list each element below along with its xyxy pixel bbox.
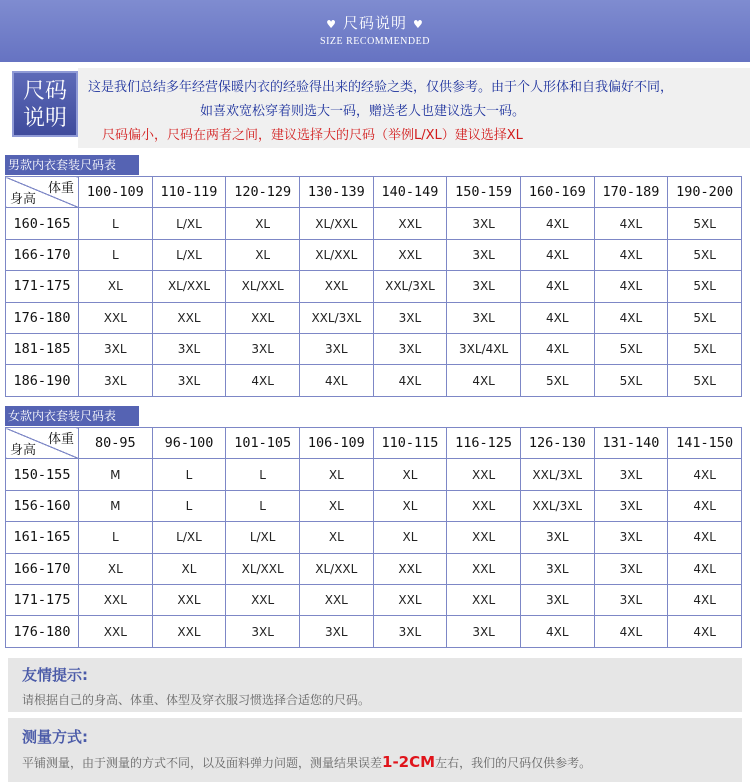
size-cell: 3XL	[594, 584, 668, 615]
size-cell: 3XL	[594, 522, 668, 553]
size-cell: 5XL	[520, 365, 594, 396]
size-cell: 4XL	[520, 333, 594, 364]
size-cell: XL	[373, 490, 447, 521]
size-cell: XXL	[373, 553, 447, 584]
tips-text: 请根据自己的身高、体重、体型及穿衣服习惯选择合适您的尺码。	[22, 693, 371, 707]
size-cell: XL/XXL	[226, 271, 300, 302]
size-cell: XXL	[152, 616, 226, 647]
height-row-label: 150-155	[6, 459, 79, 490]
size-cell: 4XL	[594, 616, 668, 647]
size-cell: 4XL	[520, 616, 594, 647]
size-cell: L	[226, 490, 300, 521]
table-header-row	[6, 177, 742, 208]
height-row-label: 181-185	[6, 333, 79, 364]
size-cell: 5XL	[594, 333, 668, 364]
size-cell: L	[79, 208, 153, 239]
size-cell: M	[79, 490, 153, 521]
weight-column-header: 141-150	[668, 428, 742, 459]
size-cell: M	[79, 459, 153, 490]
table-row	[6, 490, 742, 521]
size-cell: L/XL	[226, 522, 300, 553]
size-cell: 4XL	[594, 271, 668, 302]
size-cell: 4XL	[520, 271, 594, 302]
size-cell: 4XL	[668, 553, 742, 584]
size-cell: L	[79, 522, 153, 553]
size-cell: XL	[226, 239, 300, 270]
size-cell: 3XL	[447, 616, 521, 647]
height-row-label: 166-170	[6, 239, 79, 270]
size-cell: 3XL	[520, 584, 594, 615]
size-badge	[12, 71, 78, 137]
size-cell: 4XL	[668, 584, 742, 615]
weight-column-header: 170-189	[594, 177, 668, 208]
size-cell: 4XL	[520, 302, 594, 333]
size-cell: XL	[79, 553, 153, 584]
size-cell: XXL	[299, 271, 373, 302]
measure-text-before: 平铺测量，由于测量的方式不同，以及面料弹力问题，测量结果误差	[22, 756, 383, 770]
size-cell: XL	[79, 271, 153, 302]
size-cell: 5XL	[668, 208, 742, 239]
height-row-label: 161-165	[6, 522, 79, 553]
size-cell: XL/XXL	[226, 553, 300, 584]
size-cell: 4XL	[520, 208, 594, 239]
size-cell: XL/XXL	[299, 208, 373, 239]
size-cell: XXL	[226, 584, 300, 615]
size-cell: XL	[299, 459, 373, 490]
weight-column-header: 100-109	[79, 177, 153, 208]
size-cell: XXL	[373, 208, 447, 239]
size-cell: L/XL	[152, 239, 226, 270]
size-cell: L	[152, 490, 226, 521]
size-cell: XL	[373, 522, 447, 553]
table-row	[6, 584, 742, 615]
size-cell: 3XL	[226, 616, 300, 647]
header-title-row	[0, 12, 750, 33]
height-row-label: 166-170	[6, 553, 79, 584]
heart-icon: ♥	[326, 18, 337, 31]
size-cell: 3XL	[226, 333, 300, 364]
heart-icon: ♥	[413, 18, 424, 31]
table-row	[6, 239, 742, 270]
weight-axis-label: 体重	[47, 181, 74, 196]
weight-column-header: 80-95	[79, 428, 153, 459]
size-cell: 5XL	[668, 365, 742, 396]
size-cell: XXL	[373, 239, 447, 270]
header-title: 尺码说明	[342, 14, 407, 32]
size-cell: XXL	[447, 584, 521, 615]
height-axis-label: 身高	[10, 443, 37, 459]
weight-axis-label: 体重	[47, 432, 74, 447]
measure-panel	[8, 718, 742, 782]
size-cell: 3XL	[447, 239, 521, 270]
size-cell: 4XL	[594, 239, 668, 270]
size-cell: 4XL	[668, 522, 742, 553]
size-cell: 3XL	[373, 302, 447, 333]
weight-column-header: 110-115	[373, 428, 447, 459]
height-row-label: 160-165	[6, 208, 79, 239]
size-cell: XXL	[152, 584, 226, 615]
weight-column-header: 106-109	[299, 428, 373, 459]
header-subtitle: SIZE RECOMMENDED	[320, 36, 430, 47]
weight-column-header: 110-119	[152, 177, 226, 208]
height-row-label: 156-160	[6, 490, 79, 521]
table-row	[6, 459, 742, 490]
size-cell: 3XL	[152, 365, 226, 396]
size-cell: 5XL	[668, 302, 742, 333]
size-cell: L/XL	[152, 522, 226, 553]
size-cell: 5XL	[668, 333, 742, 364]
weight-column-header: 116-125	[447, 428, 521, 459]
weight-column-header: 131-140	[594, 428, 668, 459]
size-cell: XXL	[152, 302, 226, 333]
size-cell: 4XL	[226, 365, 300, 396]
table-corner-cell	[6, 428, 79, 459]
size-cell: 3XL	[299, 616, 373, 647]
size-badge-line1: 尺码	[22, 79, 67, 104]
size-cell: L/XL	[152, 208, 226, 239]
size-cell: XL	[226, 208, 300, 239]
size-cell: XL	[373, 459, 447, 490]
weight-column-header: 130-139	[299, 177, 373, 208]
size-cell: L	[79, 239, 153, 270]
height-row-label: 176-180	[6, 616, 79, 647]
size-cell: XXL/3XL	[373, 271, 447, 302]
size-cell: XXL	[226, 302, 300, 333]
size-cell: 3XL	[152, 333, 226, 364]
size-cell: 3XL	[79, 333, 153, 364]
size-cell: 3XL/4XL	[447, 333, 521, 364]
tips-title: 友情提示:	[22, 666, 88, 684]
size-cell: XXL	[79, 302, 153, 333]
size-cell: XXL	[447, 522, 521, 553]
weight-column-header: 140-149	[373, 177, 447, 208]
weight-column-header: 190-200	[668, 177, 742, 208]
header-banner	[0, 0, 750, 62]
table-row	[6, 616, 742, 647]
weight-column-header: 160-169	[520, 177, 594, 208]
table-row	[6, 553, 742, 584]
weight-column-header: 101-105	[226, 428, 300, 459]
measure-text-after: 左右，我们的尺码仅供参考。	[435, 756, 592, 770]
size-cell: 4XL	[447, 365, 521, 396]
size-cell: 5XL	[594, 365, 668, 396]
size-cell: XXL	[79, 616, 153, 647]
size-cell: 4XL	[594, 208, 668, 239]
intro-line-2: 如喜欢宽松穿着则选大一码，赠送老人也建议选大一码。	[200, 104, 526, 119]
size-cell: 3XL	[447, 302, 521, 333]
size-cell: XXL	[447, 490, 521, 521]
size-cell: 3XL	[447, 271, 521, 302]
women-size-table	[5, 427, 742, 648]
height-axis-label: 身高	[10, 192, 37, 208]
measure-title: 测量方式:	[22, 728, 88, 746]
size-cell: XXL	[299, 584, 373, 615]
size-cell: XL	[299, 490, 373, 521]
size-cell: XL	[299, 522, 373, 553]
measure-text	[22, 753, 591, 771]
size-cell: 3XL	[373, 333, 447, 364]
size-cell: 3XL	[520, 553, 594, 584]
size-cell: 3XL	[520, 522, 594, 553]
size-cell: 3XL	[594, 490, 668, 521]
table-row	[6, 302, 742, 333]
size-cell: XL/XXL	[152, 271, 226, 302]
size-cell: 3XL	[299, 333, 373, 364]
size-cell: XL/XXL	[299, 553, 373, 584]
size-cell: 4XL	[594, 302, 668, 333]
height-row-label: 176-180	[6, 302, 79, 333]
men-table-label: 男款内衣套装尺码表	[5, 155, 139, 175]
intro-line-3: 尺码偏小，尺码在两者之间，建议选择大的尺码（举例L/XL）建议选择XL	[102, 128, 523, 143]
size-cell: 4XL	[373, 365, 447, 396]
table-row	[6, 208, 742, 239]
women-table-label: 女款内衣套装尺码表	[5, 406, 139, 426]
size-cell: 5XL	[668, 271, 742, 302]
height-row-label: 171-175	[6, 271, 79, 302]
table-row	[6, 365, 742, 396]
size-cell: 4XL	[668, 616, 742, 647]
men-size-table	[5, 176, 742, 397]
size-cell: XXL	[79, 584, 153, 615]
table-row	[6, 522, 742, 553]
size-cell: 4XL	[299, 365, 373, 396]
size-cell: 4XL	[668, 490, 742, 521]
table-corner-cell	[6, 177, 79, 208]
size-cell: 4XL	[520, 239, 594, 270]
weight-column-header: 126-130	[520, 428, 594, 459]
size-cell: 3XL	[594, 553, 668, 584]
intro-line-1: 这是我们总结多年经营保暖内衣的经验得出来的经验之类，仅供参考。由于个人形体和自我偏好不同，	[88, 80, 674, 95]
size-cell: XXL	[447, 553, 521, 584]
size-cell: 3XL	[594, 459, 668, 490]
size-cell: XXL	[373, 584, 447, 615]
size-cell: L	[152, 459, 226, 490]
size-cell: 3XL	[373, 616, 447, 647]
table-row	[6, 271, 742, 302]
weight-column-header: 96-100	[152, 428, 226, 459]
size-cell: XXL/3XL	[299, 302, 373, 333]
height-row-label: 186-190	[6, 365, 79, 396]
size-badge-line2: 说明	[22, 106, 67, 131]
weight-column-header: 120-129	[226, 177, 300, 208]
size-cell: XXL/3XL	[520, 459, 594, 490]
size-cell: L	[226, 459, 300, 490]
height-row-label: 171-175	[6, 584, 79, 615]
size-cell: 4XL	[668, 459, 742, 490]
size-cell: 5XL	[668, 239, 742, 270]
table-row	[6, 333, 742, 364]
weight-column-header: 150-159	[447, 177, 521, 208]
measure-highlight: 1-2CM	[382, 753, 436, 771]
size-cell: XL/XXL	[299, 239, 373, 270]
size-cell: XXL/3XL	[520, 490, 594, 521]
size-cell: XL	[152, 553, 226, 584]
table-header-row	[6, 428, 742, 459]
size-cell: 3XL	[447, 208, 521, 239]
size-cell: 3XL	[79, 365, 153, 396]
size-cell: XXL	[447, 459, 521, 490]
